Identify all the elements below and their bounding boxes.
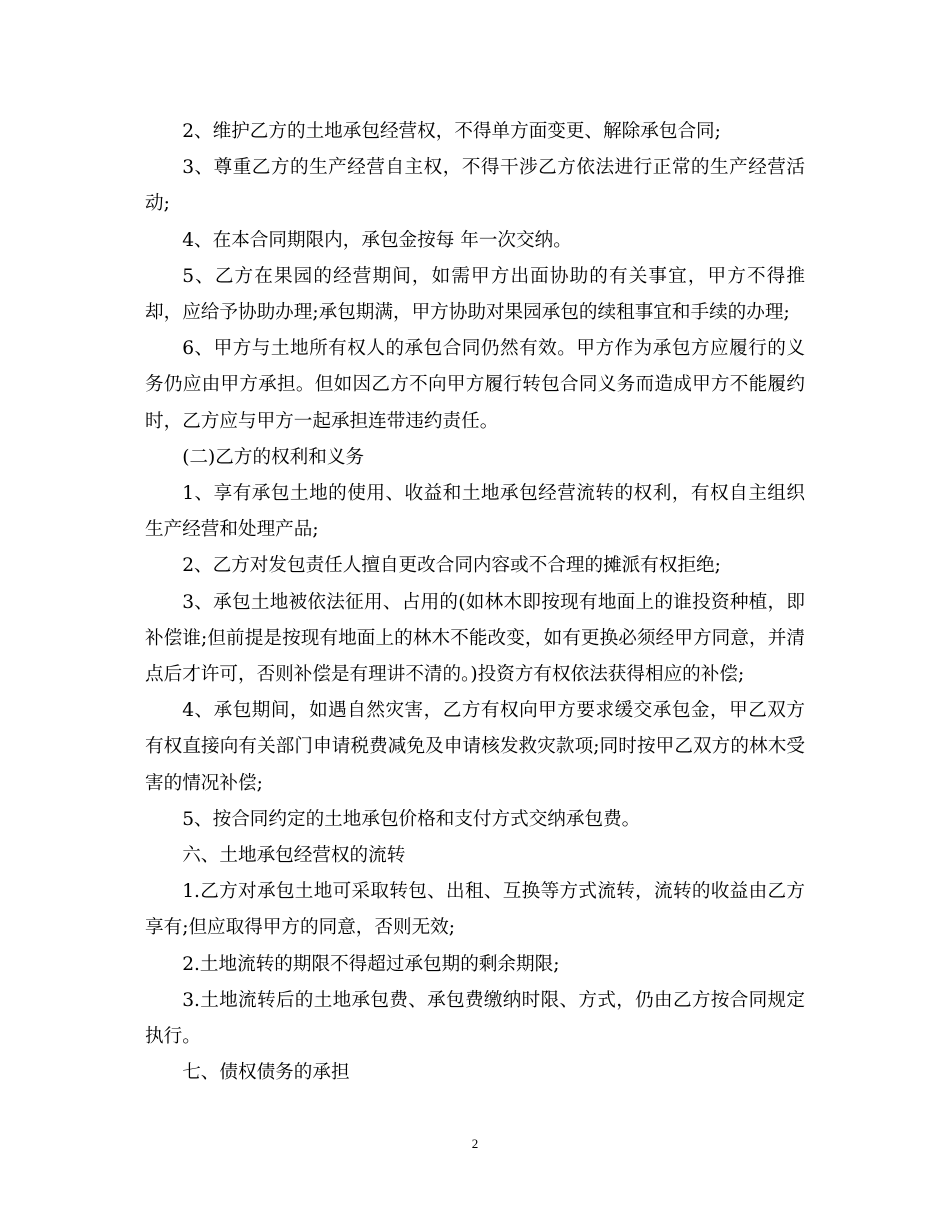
section-heading-transfer: 六、土地承包经营权的流转 (182, 845, 406, 867)
paragraph-obligation-4: 4、在本合同期限内，承包金按每 年一次交纳。 (182, 229, 572, 251)
paragraph-right-5: 5、按合同约定的土地承包价格和支付方式交纳承包费。 (182, 808, 641, 830)
section-heading-party-b-rights: (二)乙方的权利和义务 (182, 446, 365, 468)
paragraph-obligation-6: 6、甲方与土地所有权人的承包合同仍然有效。甲方作为承包方应履行的义务仍应由甲方承担。但如因乙方不向甲方履行转包合同义务而造成甲方不能履约时，乙方应与甲方一起承担连带违约责任。 (145, 338, 805, 432)
paragraph-right-1: 1、享有承包土地的使用、收益和土地承包经营流转的权利，有权自主组织生产经营和处理产品; (145, 483, 805, 541)
section-heading-debts: 七、债权债务的承担 (182, 1062, 350, 1084)
paragraph-transfer-1: 1.乙方对承包土地可采取转包、出租、互换等方式流转，流转的收益由乙方享有;但应取得甲方的同意，否则无效; (145, 881, 805, 939)
paragraph-right-3: 3、承包土地被依法征用、占用的(如林木即按现有地面上的谁投资种植，即补偿谁;但前提是按现有地面上的林木不能改变，如有更换必须经甲方同意，并清点后才许可，否则补偿是有理讲不清的。)投资方有权依法获得相应的补偿; (145, 591, 805, 686)
page-number: 2 (471, 1136, 479, 1151)
paragraph-right-4: 4、承包期间，如遇自然灾害，乙方有权向甲方要求缓交承包金，甲乙双方有权直接向有关部门申请税费减免及申请核发救灾款项;同时按甲乙双方的林木受害的情况补偿; (145, 700, 805, 794)
paragraph-obligation-5: 5、乙方在果园的经营期间，如需甲方出面协助的有关事宜，甲方不得推却，应给予协助办理;承包期满，甲方协助对果园承包的续租事宜和手续的办理; (145, 265, 805, 324)
paragraph-transfer-3: 3.土地流转后的土地承包费、承包费缴纳时限、方式，仍由乙方按合同规定执行。 (145, 989, 805, 1048)
document-body (145, 114, 805, 1091)
paragraph-obligation-2: 2、维护乙方的土地承包经营权，不得单方面变更、解除承包合同; (182, 121, 721, 142)
paragraph-right-2: 2、乙方对发包责任人擅自更改合同内容或不合理的摊派有权拒绝; (182, 555, 721, 577)
paragraph-obligation-3: 3、尊重乙方的生产经营自主权，不得干涉乙方依法进行正常的生产经营活动; (145, 157, 805, 215)
paragraph-transfer-2: 2.土地流转的期限不得超过承包期的剩余期限; (182, 953, 560, 975)
